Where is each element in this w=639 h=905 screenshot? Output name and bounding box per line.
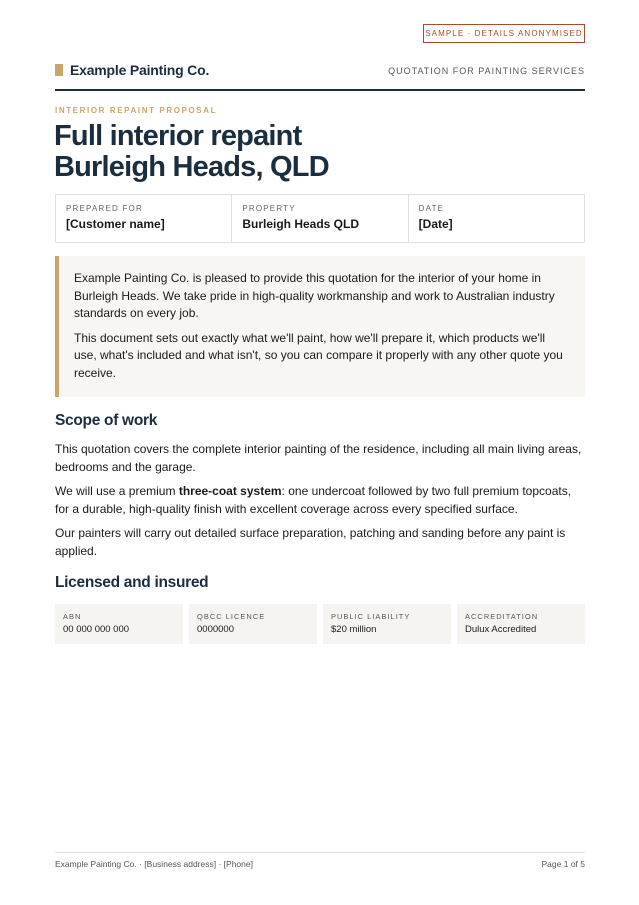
intro-callout bbox=[55, 256, 585, 397]
credential-liability bbox=[323, 604, 451, 644]
scope-text: We will use a premium bbox=[55, 484, 179, 498]
document-type: QUOTATION FOR PAINTING SERVICES bbox=[388, 66, 585, 76]
credential-label: QBCC LICENCE bbox=[197, 612, 266, 621]
credential-label: ABN bbox=[63, 612, 82, 621]
page-title bbox=[54, 121, 594, 183]
credential-value: Dulux Accredited bbox=[465, 624, 537, 635]
meta-date bbox=[409, 195, 584, 242]
scope-paragraph bbox=[55, 483, 585, 518]
meta-property bbox=[232, 195, 408, 242]
brand-mark-icon bbox=[55, 64, 63, 76]
eyebrow-label: INTERIOR REPAINT PROPOSAL bbox=[55, 106, 218, 115]
credential-accreditation bbox=[457, 604, 585, 644]
footer-contact: Example Painting Co. · [Business address] · [Phone] bbox=[55, 859, 253, 869]
brand-name: Example Painting Co. bbox=[70, 62, 210, 78]
credential-label: ACCREDITATION bbox=[465, 612, 539, 621]
scope-body bbox=[55, 441, 585, 567]
scope-emphasis: three-coat system bbox=[178, 484, 282, 498]
credential-value: 0000000 bbox=[197, 624, 234, 635]
brand bbox=[55, 62, 209, 78]
meta-value: [Customer name] bbox=[66, 217, 165, 231]
scope-paragraph: Our painters will carry out detailed surface preparation, patching and sanding before any paint is applied. bbox=[55, 526, 566, 558]
credential-value: $20 million bbox=[331, 624, 377, 635]
scope-paragraph: This quotation covers the complete interior painting of the residence, including all main living areas, bedrooms and the garage. bbox=[55, 442, 582, 474]
intro-paragraph: This document sets out exactly what we'll paint, how we'll prepare it, which products we'll use, what's included and what isn't, so you can compare it properly with any other quote you receive. bbox=[74, 330, 563, 380]
meta-label: DATE bbox=[418, 204, 445, 213]
page-header bbox=[55, 60, 585, 91]
credential-abn bbox=[55, 604, 183, 644]
title-line-2: Burleigh Heads, QLD bbox=[54, 151, 329, 183]
credential-value: 00 000 000 000 bbox=[63, 624, 130, 635]
meta-table bbox=[55, 194, 585, 243]
credential-qbcc bbox=[189, 604, 317, 644]
scope-text: : one undercoat followed by two full premium topcoats, for a durable, high-quality finish with excellent coverage across every specified surface. bbox=[55, 484, 572, 516]
meta-label: PROPERTY bbox=[242, 204, 296, 213]
sample-stamp: SAMPLE · DETAILS ANONYMISED bbox=[423, 24, 585, 43]
meta-prepared-for bbox=[56, 195, 232, 242]
credential-label: PUBLIC LIABILITY bbox=[331, 612, 411, 621]
intro-paragraph: Example Painting Co. is pleased to provide this quotation for the interior of your home in Burleigh Heads. We take pride in high-quality workmanship and work to Australian industry standards on every job. bbox=[74, 271, 555, 320]
scope-heading: Scope of work bbox=[55, 412, 158, 429]
licensed-heading: Licensed and insured bbox=[55, 574, 209, 591]
page-number: Page 1 of 5 bbox=[541, 859, 585, 869]
meta-label: PREPARED FOR bbox=[66, 204, 143, 213]
page-footer bbox=[55, 852, 585, 872]
meta-value: Burleigh Heads QLD bbox=[242, 217, 360, 231]
credentials-row bbox=[55, 604, 585, 644]
title-line-1: Full interior repaint bbox=[54, 120, 302, 152]
meta-value: [Date] bbox=[418, 217, 453, 231]
